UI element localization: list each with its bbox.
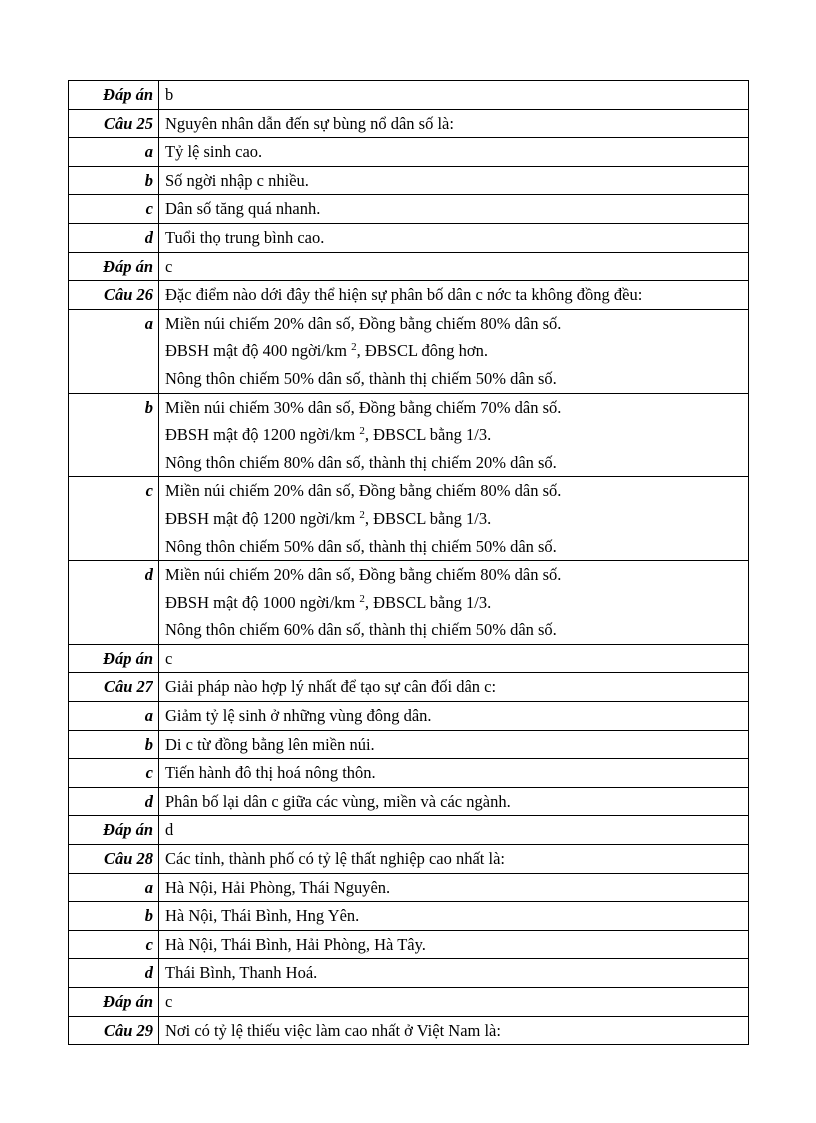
- row-label-text: Đáp án: [103, 256, 153, 276]
- superscript-2: 2: [359, 592, 365, 605]
- row-label-text: Đáp án: [103, 85, 153, 104]
- content-line: Tiến hành đô thị hoá nông thôn.: [165, 763, 376, 783]
- row-label: [69, 393, 159, 477]
- content-line: Miền núi chiếm 30% dân số, Đồng bằng chiếm 70% dân số.: [165, 397, 562, 417]
- content-line: Dân số tăng quá nhanh.: [165, 199, 321, 219]
- row-label: [69, 930, 159, 959]
- row-content: [159, 166, 749, 195]
- row-content: [159, 195, 749, 224]
- row-label-text: d: [144, 791, 153, 811]
- content-line: Di c từ đồng bằng lên miền núi.: [165, 734, 375, 754]
- table-row: [69, 281, 749, 310]
- table-row: [69, 109, 749, 138]
- row-label: [69, 959, 159, 988]
- table-row: [69, 730, 749, 759]
- row-label-text: b: [144, 397, 153, 417]
- content-line: Nguyên nhân dẫn đến sự bùng nổ dân số là:: [165, 113, 454, 133]
- content-line: d: [165, 820, 174, 840]
- row-content: [159, 1016, 749, 1045]
- row-content: [159, 787, 749, 816]
- table-row: [69, 816, 749, 845]
- row-label: [69, 309, 159, 393]
- row-label-text: Câu 27: [103, 677, 153, 697]
- row-label-text: d: [144, 227, 153, 247]
- row-label: [69, 845, 159, 874]
- row-content: [159, 730, 749, 759]
- row-content: [159, 930, 749, 959]
- row-content: [159, 309, 749, 393]
- content-line: Hà Nội, Hải Phòng, Thái Nguyên.: [165, 877, 391, 897]
- row-content: [159, 759, 749, 788]
- content-line: ĐBSH mật độ 400 ngời/km $^2$, ĐBSCL đông hơn.: [165, 341, 489, 361]
- row-content: [159, 873, 749, 902]
- content-line: c: [165, 256, 173, 276]
- table-row: [69, 845, 749, 874]
- row-label: [69, 166, 159, 195]
- content-line: Miền núi chiếm 20% dân số, Đồng bằng chiếm 80% dân số.: [165, 481, 562, 501]
- table-row: [69, 195, 749, 224]
- content-line: Nơi có tỷ lệ thiếu việc làm cao nhất ở Việt Nam là:: [165, 1020, 501, 1040]
- row-content: [159, 988, 749, 1017]
- row-label: [69, 816, 159, 845]
- content-line: Nông thôn chiếm 50% dân số, thành thị chiếm 50% dân số.: [165, 368, 557, 388]
- row-label-text: b: [144, 734, 153, 754]
- content-line: Phân bố lại dân c giữa các vùng, miền và các ngành.: [165, 791, 511, 811]
- table-row: [69, 81, 749, 110]
- content-line: Hà Nội, Thái Bình, Hải Phòng, Hà Tây.: [165, 934, 426, 954]
- table-row: [69, 561, 749, 645]
- row-content: [159, 81, 749, 110]
- content-line: Thái Bình, Thanh Hoá.: [165, 963, 318, 983]
- table-row: [69, 902, 749, 931]
- superscript-2: 2: [359, 425, 365, 438]
- content-line: Đặc điểm nào dới đây thể hiện sự phân bố dân c nớc ta không đồng đều:: [165, 285, 643, 305]
- content-line: c: [165, 992, 173, 1011]
- content-line: Nông thôn chiếm 80% dân số, thành thị chiếm 20% dân số.: [165, 452, 557, 472]
- table-row: [69, 988, 749, 1017]
- quiz-table: [68, 80, 749, 1045]
- row-content: [159, 281, 749, 310]
- row-content: [159, 561, 749, 645]
- row-label: [69, 902, 159, 931]
- table-row: [69, 873, 749, 902]
- row-label: [69, 138, 159, 167]
- table-row: [69, 309, 749, 393]
- row-label: [69, 673, 159, 702]
- row-label-text: c: [145, 481, 153, 501]
- row-label-text: c: [145, 763, 153, 783]
- row-label: [69, 252, 159, 281]
- row-label-text: a: [144, 706, 153, 726]
- row-label-text: a: [144, 877, 153, 897]
- row-content: [159, 393, 749, 477]
- content-line: Giải pháp nào hợp lý nhất để tạo sự cân đối dân c:: [165, 677, 497, 697]
- table-row: [69, 223, 749, 252]
- row-label: [69, 477, 159, 561]
- content-line: Các tỉnh, thành phố có tỷ lệ thất nghiệp cao nhất là:: [165, 849, 505, 869]
- row-label-text: d: [144, 963, 153, 983]
- row-label-text: Đáp án: [103, 992, 153, 1011]
- row-content: [159, 138, 749, 167]
- row-label: [69, 109, 159, 138]
- row-content: [159, 252, 749, 281]
- row-label: [69, 281, 159, 310]
- row-label: [69, 561, 159, 645]
- row-label-text: a: [144, 313, 153, 333]
- row-content: [159, 109, 749, 138]
- row-content: [159, 902, 749, 931]
- table-row: [69, 673, 749, 702]
- row-label: [69, 223, 159, 252]
- row-label-text: b: [144, 170, 153, 190]
- row-label-text: Đáp án: [103, 820, 153, 840]
- row-label: [69, 644, 159, 673]
- row-content: [159, 477, 749, 561]
- row-label-text: Đáp án: [103, 648, 153, 668]
- content-line: ĐBSH mật độ 1200 ngời/km $^2$, ĐBSCL bằng 1/3.: [165, 508, 492, 528]
- table-row: [69, 759, 749, 788]
- row-content: [159, 673, 749, 702]
- row-label-text: a: [144, 142, 153, 162]
- row-label-text: b: [144, 906, 153, 926]
- row-label: [69, 873, 159, 902]
- row-label: [69, 1016, 159, 1045]
- content-line: Giảm tỷ lệ sinh ở những vùng đông dân.: [165, 706, 432, 726]
- row-label: [69, 787, 159, 816]
- row-label-text: Câu 28: [103, 849, 153, 869]
- row-label-text: c: [145, 934, 153, 954]
- table-row: [69, 787, 749, 816]
- content-line: ĐBSH mật độ 1000 ngời/km $^2$, ĐBSCL bằng 1/3.: [165, 592, 492, 612]
- content-line: Hà Nội, Thái Bình, Hng Yên.: [165, 906, 360, 926]
- superscript-2: 2: [351, 341, 357, 354]
- content-line: b: [165, 85, 174, 104]
- row-label-text: Câu 29: [103, 1020, 153, 1040]
- row-label-text: Câu 25: [103, 113, 153, 133]
- content-line: Nông thôn chiếm 50% dân số, thành thị chiếm 50% dân số.: [165, 536, 557, 556]
- row-content: [159, 816, 749, 845]
- row-label-text: d: [144, 565, 153, 585]
- row-label-text: Câu 26: [103, 285, 153, 305]
- table-row: [69, 959, 749, 988]
- row-content: [159, 845, 749, 874]
- table-row: [69, 138, 749, 167]
- content-line: Miền núi chiếm 20% dân số, Đồng bằng chiếm 80% dân số.: [165, 565, 562, 585]
- row-content: [159, 702, 749, 731]
- content-line: Số ngời nhập c nhiều.: [165, 170, 309, 190]
- table-row: [69, 644, 749, 673]
- superscript-2: 2: [359, 508, 365, 521]
- row-label: [69, 702, 159, 731]
- content-line: c: [165, 648, 173, 668]
- table-row: [69, 930, 749, 959]
- table-row: [69, 393, 749, 477]
- row-label-text: c: [145, 199, 153, 219]
- table-row: [69, 702, 749, 731]
- content-line: Miền núi chiếm 20% dân số, Đồng bằng chiếm 80% dân số.: [165, 313, 562, 333]
- row-label: [69, 730, 159, 759]
- content-line: ĐBSH mật độ 1200 ngời/km $^2$, ĐBSCL bằng 1/3.: [165, 425, 492, 445]
- row-content: [159, 223, 749, 252]
- row-content: [159, 644, 749, 673]
- table-row: [69, 477, 749, 561]
- content-line: Nông thôn chiếm 60% dân số, thành thị chiếm 50% dân số.: [165, 620, 557, 640]
- table-row: [69, 166, 749, 195]
- row-label: [69, 759, 159, 788]
- quiz-table-body: [69, 81, 749, 1045]
- content-line: Tuổi thọ trung bình cao.: [165, 227, 325, 247]
- row-label: [69, 81, 159, 110]
- content-line: Tỷ lệ sinh cao.: [165, 142, 263, 162]
- row-label: [69, 195, 159, 224]
- row-label: [69, 988, 159, 1017]
- row-content: [159, 959, 749, 988]
- table-row: [69, 1016, 749, 1045]
- table-row: [69, 252, 749, 281]
